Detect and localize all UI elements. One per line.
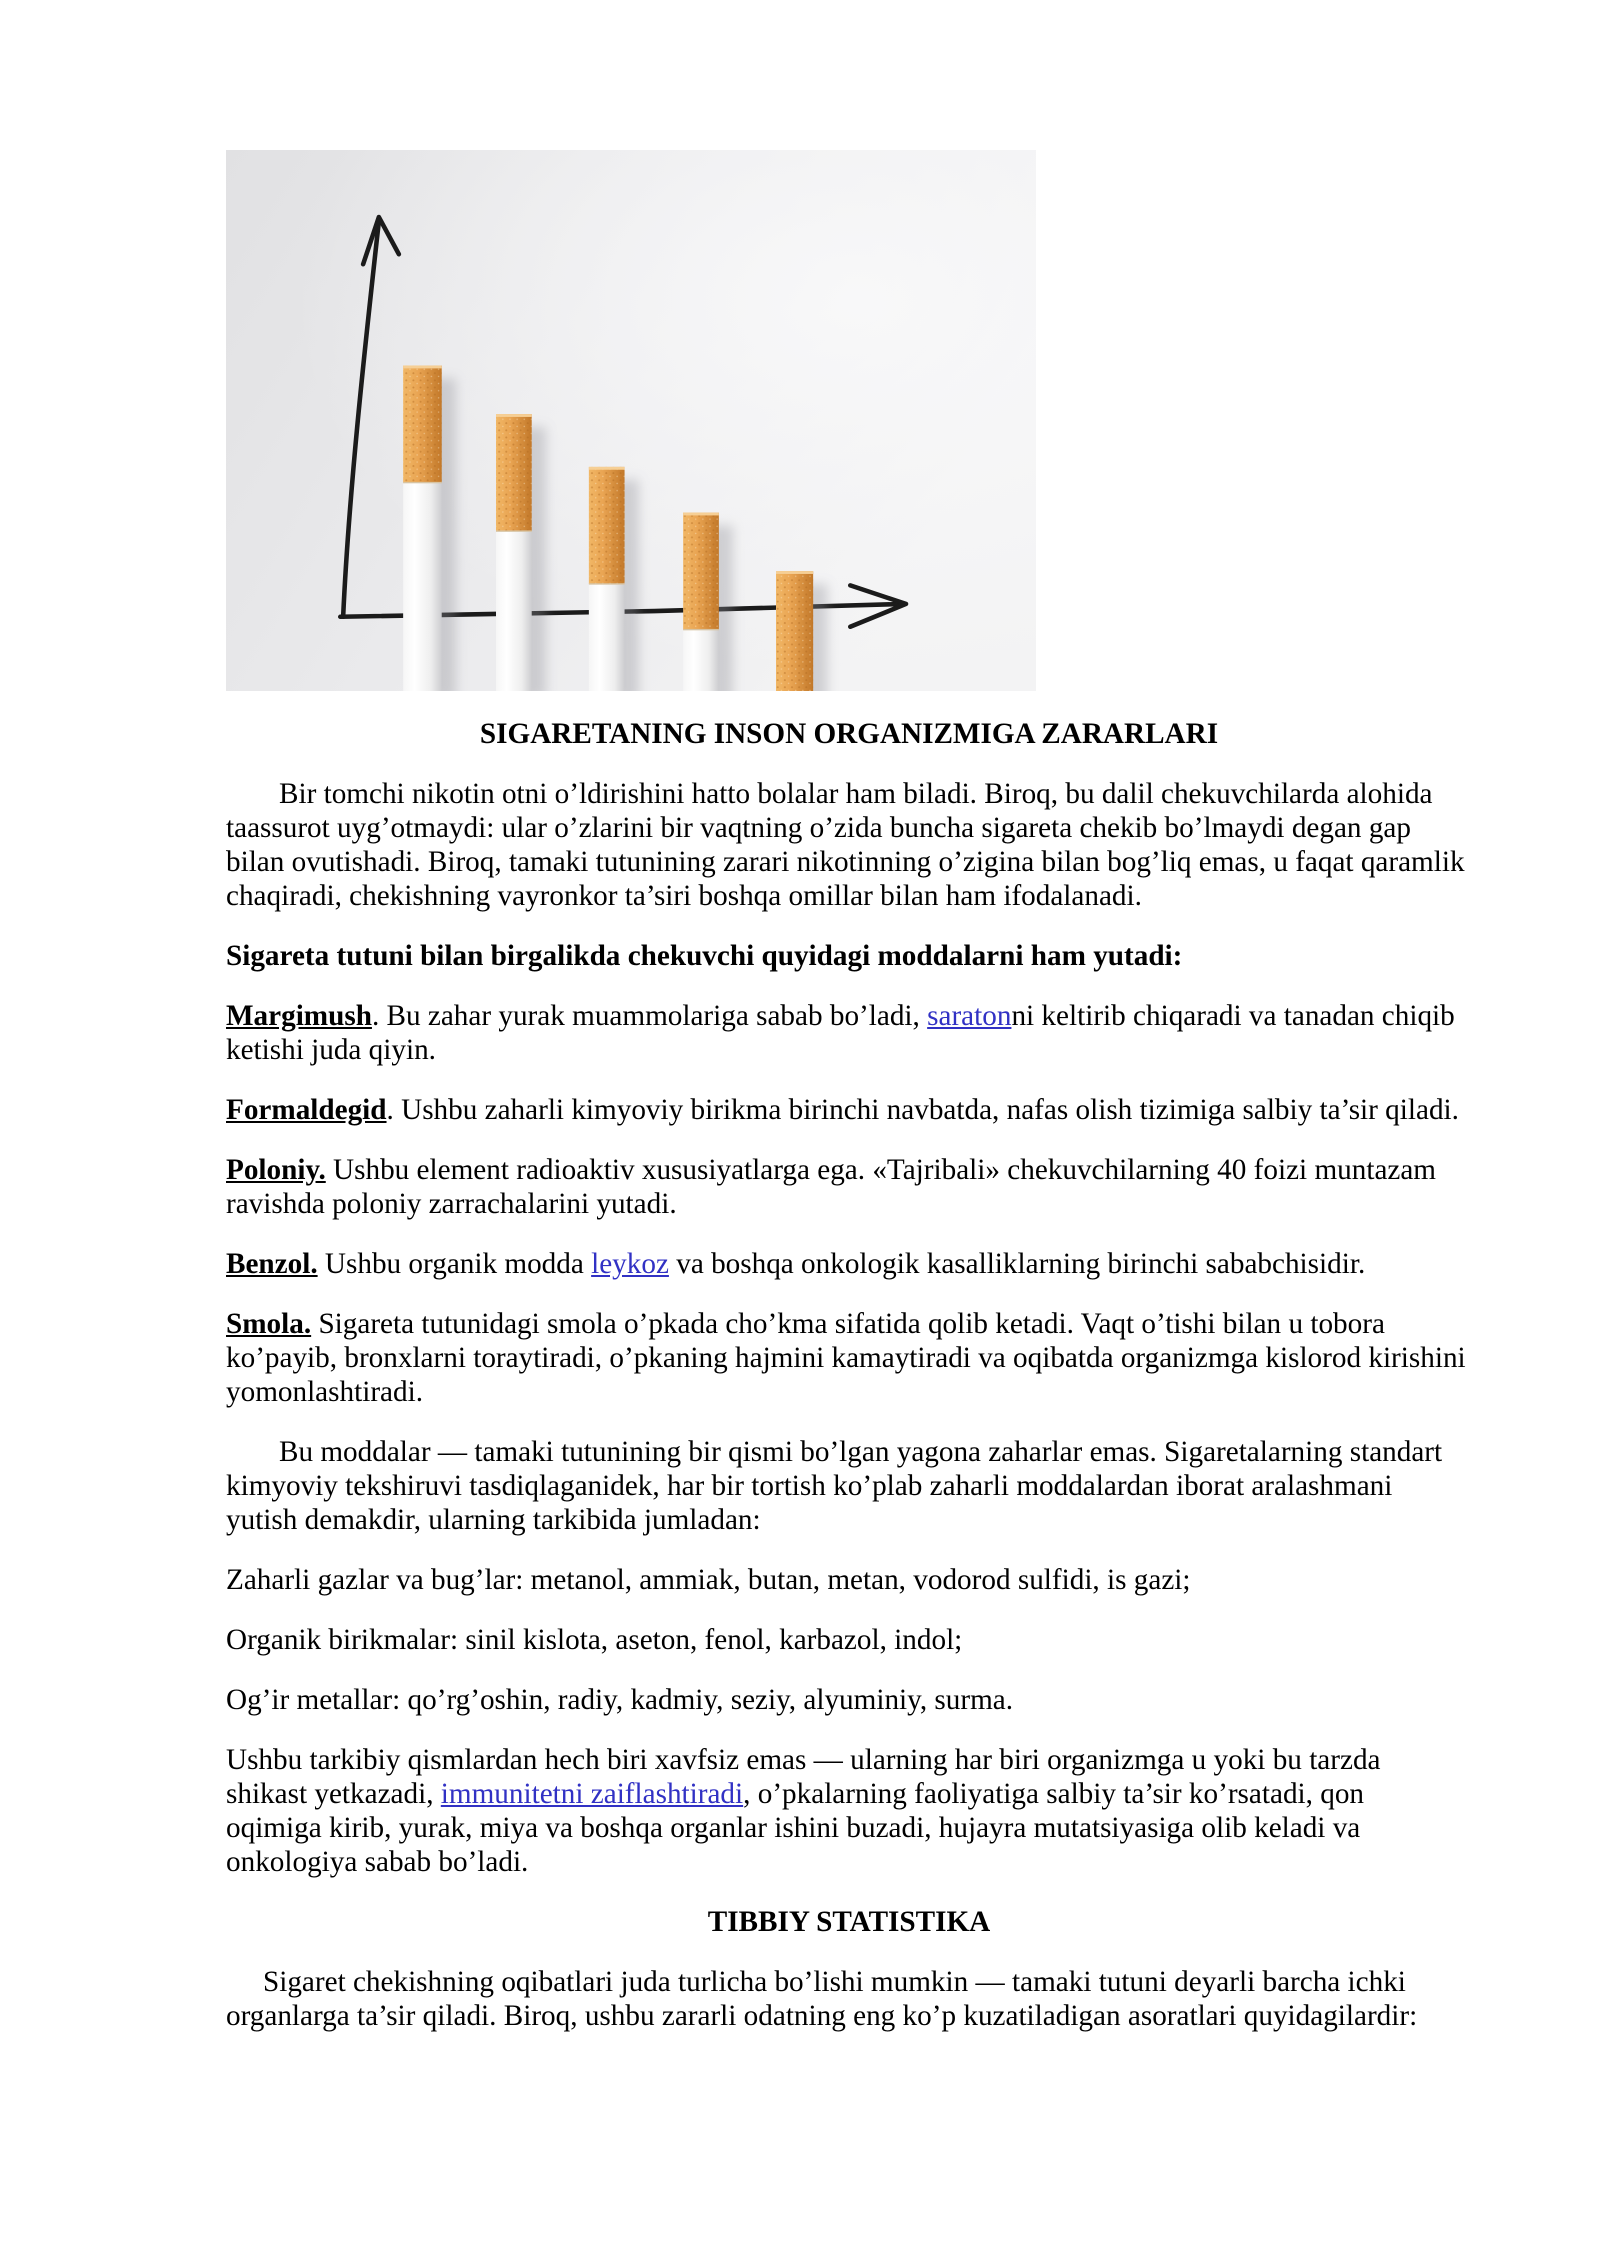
paragraph-line: onkologiya sabab bo’ladi.	[226, 1845, 529, 1878]
substance-term: Benzol.	[226, 1248, 318, 1281]
cigarette-paper	[683, 630, 719, 691]
substance-description: Sigareta tutunidagi smola o’pkada cho’kma sifatida qolib ketadi. Vaqt o’tishi bilan u tobora	[311, 1308, 1385, 1341]
cigarette-paper	[496, 531, 532, 691]
paragraph-line: bilan ovutishadi. Biroq, tamaki tutunining zarari nikotinning o’zigina bilan bog’liq emas, u faqat qaramlik	[226, 845, 1465, 878]
substance-description: . Ushbu zaharli kimyoviy birikma birinchi navbatda, nafas olish tizimiga salbiy ta’sir qiladi.	[386, 1093, 1459, 1126]
cigarette-filter-texture	[403, 366, 442, 483]
paragraph-line: organlarga ta’sir qiladi. Biroq, ushbu zararli odatning eng ko’p kuzatiladigan asoratlari quyidagilardir:	[226, 1999, 1418, 2032]
cigarette-filter-texture	[589, 467, 625, 584]
cigarette-paper	[403, 483, 442, 691]
cigarette-filter-tip	[403, 366, 442, 369]
substance-formaldegid	[226, 1094, 1472, 1128]
cigarette-4	[683, 513, 719, 691]
cigarette-paper	[589, 584, 625, 691]
paragraph-line: yomonlashtiradi.	[226, 1375, 423, 1408]
substance-poloniy	[226, 1154, 1472, 1222]
saraton-link[interactable]: saraton	[927, 999, 1012, 1032]
paragraph-line: Bu moddalar — tamaki tutunining bir qismi bo’lgan yagona zaharlar emas. Sigaretalarning standart	[279, 1436, 1443, 1469]
paragraph-line: Organik birikmalar: sinil kislota, aseton, fenol, karbazol, indol;	[226, 1624, 963, 1657]
compound-group-heavy-metals	[226, 1684, 1472, 1718]
substance-term: Poloniy.	[226, 1154, 326, 1187]
cigarette-5	[776, 571, 813, 691]
paragraph-line	[226, 1248, 1472, 1282]
paragraph-line: Ushbu tarkibiy qismlardan hech biri xavfsiz emas — ularning har biri organizmga u yoki bu tarzda	[226, 1744, 1381, 1777]
substance-smola	[226, 1308, 1472, 1409]
paragraph-line	[226, 1778, 1472, 1812]
paragraph-line: Bir tomchi nikotin otni o’ldirishini hatto bolalar ham biladi. Biroq, bu dalil chekuvchilarda alohida	[279, 778, 1433, 811]
substance-term: Smola.	[226, 1308, 312, 1341]
composition-paragraph	[226, 1436, 1472, 1537]
paragraph-line: taassurot uyg’otmaydi: ular o’zlarini bir vaqtning o’zida buncha sigareta chekib bo’lmaydi degan gap	[226, 811, 1411, 844]
paragraph-line	[226, 1094, 1472, 1128]
substance-description: ni keltirib chiqaradi va tanadan chiqib	[1011, 999, 1455, 1032]
cigarette-filter-texture	[683, 513, 719, 630]
substance-term: Margimush	[226, 999, 372, 1032]
paragraph-line: Sigareta tutuni bilan birgalikda chekuvchi quyidagi moddalarni ham yutadi:	[226, 939, 1183, 972]
paragraph-text: , o’pkalarning faoliyatiga salbiy ta’sir ko’rsatadi, qon	[743, 1778, 1365, 1811]
substance-benzol	[226, 1248, 1472, 1282]
paragraph-line: ravishda poloniy zarrachalarini yutadi.	[226, 1187, 677, 1220]
substance-description: va boshqa onkologik kasalliklarning birinchi sababchisidir.	[668, 1248, 1366, 1281]
paragraph-line: oqimiga kirib, yurak, miya va boshqa organlar ishini buzadi, hujayra mutatsiyasiga olib keladi va	[226, 1812, 1361, 1845]
cigarette-2	[496, 414, 532, 691]
cigarette-bar-chart-photo	[226, 150, 1036, 691]
cigarette-filter-tip	[589, 467, 625, 470]
document-body	[226, 150, 1472, 2060]
cigarette-filter-texture	[776, 571, 813, 691]
immunity-link[interactable]: immunitetni zaiflashtiradi	[440, 1778, 744, 1811]
paragraph-line: Sigaret chekishning oqibatlari juda turlicha bo’lishi mumkin — tamaki tutuni deyarli barcha ichki	[263, 1966, 1406, 1999]
paragraph-line	[226, 1308, 1472, 1342]
compound-group-gases	[226, 1564, 1472, 1598]
substance-margimush	[226, 1000, 1472, 1068]
cigarette-3	[589, 467, 625, 691]
paragraph-line: ko’payib, bronxlarni toraytiradi, o’pkaning hajmini kamaytiradi va oqibatda organizmga kislorod kirishini	[226, 1342, 1466, 1375]
paragraph-line: chaqiradi, chekishning vayronkor ta’siri boshqa omillar bilan ham ifodalanadi.	[226, 879, 1142, 912]
substance-description: Ushbu organik modda	[317, 1248, 592, 1281]
paragraph-line: kimyoviy tekshiruvi tasdiqlaganidek, har bir tortish ko’plab zaharli moddalardan iborat aralashmani	[226, 1469, 1393, 1502]
cigarette-filter-tip	[776, 571, 813, 574]
paragraph-line: Zaharli gazlar va bug’lar: metanol, ammiak, butan, metan, vodorod sulfidi, is gazi;	[226, 1563, 1191, 1596]
document-title: SIGARETANING INSON ORGANIZMIGA ZARARLARI	[479, 718, 1219, 750]
paragraph-line: yutish demakdir, ularning tarkibida jumladan:	[226, 1503, 761, 1536]
substance-description: Ushbu element radioaktiv xususiyatlarga ega. «Tajribali» chekuvchilarning 40 foizi muntazam	[325, 1154, 1437, 1187]
cigarette-seam	[403, 482, 442, 483]
substance-term: Formaldegid	[226, 1093, 387, 1126]
compound-group-organic	[226, 1624, 1472, 1658]
paragraph-line: ketishi juda qiyin.	[226, 1033, 436, 1066]
paragraph-line	[226, 1000, 1472, 1034]
cigarette-filter-tip	[496, 414, 532, 417]
paragraph-line: Og’ir metallar: qo’rg’oshin, radiy, kadmiy, seziy, alyuminiy, surma.	[226, 1684, 1014, 1717]
harm-paragraph	[226, 1744, 1472, 1879]
substances-heading	[226, 940, 1472, 974]
section-title-statistics: TIBBIY STATISTIKA	[707, 1906, 991, 1938]
leykoz-link[interactable]: leykoz	[591, 1248, 669, 1281]
cigarette-seam	[496, 530, 532, 531]
cigarette-filter-tip	[683, 513, 719, 516]
paragraph-text: shikast yetkazadi,	[226, 1778, 441, 1811]
cigarette-seam	[589, 583, 625, 584]
substance-description: . Bu zahar yurak muammolariga sabab bo’ladi,	[371, 999, 928, 1032]
statistics-paragraph	[226, 1966, 1472, 2034]
paragraph-line	[226, 1154, 1472, 1188]
cigarette-filter-texture	[496, 414, 532, 531]
intro-paragraph	[226, 778, 1472, 913]
cigarette-seam	[683, 629, 719, 630]
cigarette-1	[403, 366, 442, 691]
